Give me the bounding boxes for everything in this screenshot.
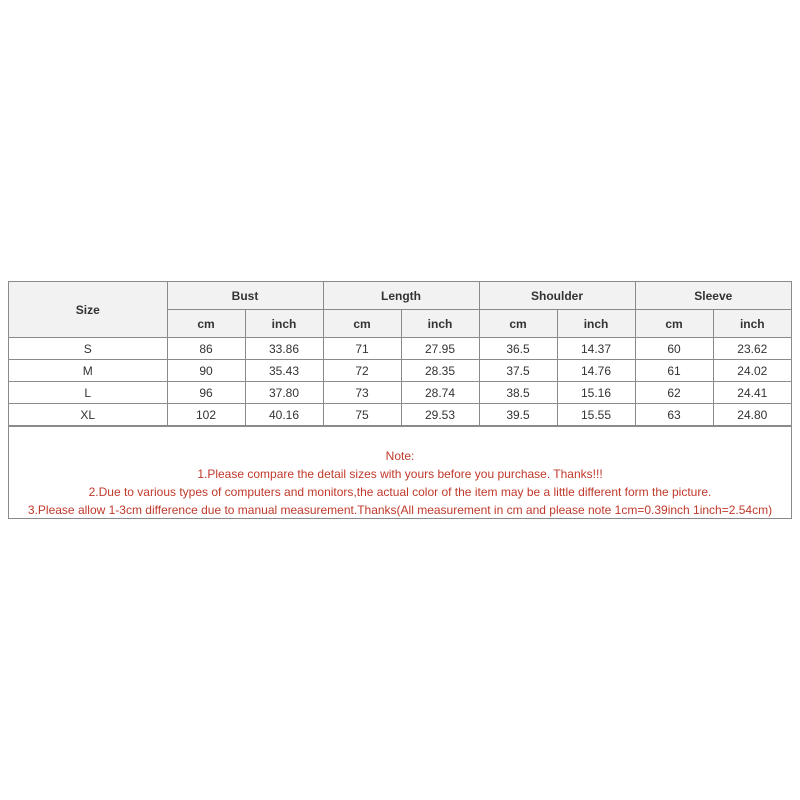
unit-inch-header: inch <box>713 310 791 338</box>
notes-section <box>9 426 791 519</box>
shoulder-header: Shoulder <box>479 282 635 310</box>
size-column-header: Size <box>9 282 167 338</box>
bust-inch-cell: 40.16 <box>245 404 323 426</box>
bust-cm-cell: 90 <box>167 360 245 382</box>
sleeve-inch-cell: 24.02 <box>713 360 791 382</box>
shoulder-inch-cell: 14.37 <box>557 338 635 360</box>
size-table <box>9 282 791 426</box>
size-chart <box>8 281 792 519</box>
table-header-row <box>9 282 791 310</box>
note-line: 2.Due to various types of computers and monitors,the actual color of the item may be a little different form the picture. <box>88 485 712 499</box>
sleeve-cm-cell: 63 <box>635 404 713 426</box>
sleeve-inch-cell: 24.80 <box>713 404 791 426</box>
length-inch-cell: 28.74 <box>401 382 479 404</box>
unit-inch-header: inch <box>557 310 635 338</box>
sleeve-cm-cell: 62 <box>635 382 713 404</box>
unit-cm-header: cm <box>479 310 557 338</box>
shoulder-inch-cell: 14.76 <box>557 360 635 382</box>
table-row <box>9 404 791 426</box>
shoulder-inch-cell: 15.55 <box>557 404 635 426</box>
unit-cm-header: cm <box>635 310 713 338</box>
unit-inch-header: inch <box>245 310 323 338</box>
length-inch-cell: 28.35 <box>401 360 479 382</box>
length-inch-cell: 27.95 <box>401 338 479 360</box>
length-cm-cell: 75 <box>323 404 401 426</box>
shoulder-cm-cell: 38.5 <box>479 382 557 404</box>
bust-cm-cell: 102 <box>167 404 245 426</box>
shoulder-cm-cell: 36.5 <box>479 338 557 360</box>
size-cell: XL <box>9 404 167 426</box>
size-cell: S <box>9 338 167 360</box>
sleeve-inch-cell: 24.41 <box>713 382 791 404</box>
shoulder-cm-cell: 39.5 <box>479 404 557 426</box>
shoulder-cm-cell: 37.5 <box>479 360 557 382</box>
table-row <box>9 338 791 360</box>
note-line: 3.Please allow 1-3cm difference due to manual measurement.Thanks(All measurement in cm and please note 1cm=0.39inch 1inch=2.54cm) <box>27 503 773 517</box>
notes-title: Note: <box>385 449 415 463</box>
unit-inch-header: inch <box>401 310 479 338</box>
bust-header: Bust <box>167 282 323 310</box>
size-cell: L <box>9 382 167 404</box>
bust-inch-cell: 37.80 <box>245 382 323 404</box>
length-inch-cell: 29.53 <box>401 404 479 426</box>
length-cm-cell: 73 <box>323 382 401 404</box>
sleeve-inch-cell: 23.62 <box>713 338 791 360</box>
length-header: Length <box>323 282 479 310</box>
table-row <box>9 382 791 404</box>
unit-cm-header: cm <box>167 310 245 338</box>
length-cm-cell: 71 <box>323 338 401 360</box>
sleeve-cm-cell: 61 <box>635 360 713 382</box>
shoulder-inch-cell: 15.16 <box>557 382 635 404</box>
note-line: 1.Please compare the detail sizes with yours before you purchase. Thanks!!! <box>197 467 603 481</box>
bust-inch-cell: 33.86 <box>245 338 323 360</box>
bust-inch-cell: 35.43 <box>245 360 323 382</box>
bust-cm-cell: 96 <box>167 382 245 404</box>
length-cm-cell: 72 <box>323 360 401 382</box>
sleeve-cm-cell: 60 <box>635 338 713 360</box>
sleeve-header: Sleeve <box>635 282 791 310</box>
unit-cm-header: cm <box>323 310 401 338</box>
bust-cm-cell: 86 <box>167 338 245 360</box>
table-row <box>9 360 791 382</box>
size-cell: M <box>9 360 167 382</box>
